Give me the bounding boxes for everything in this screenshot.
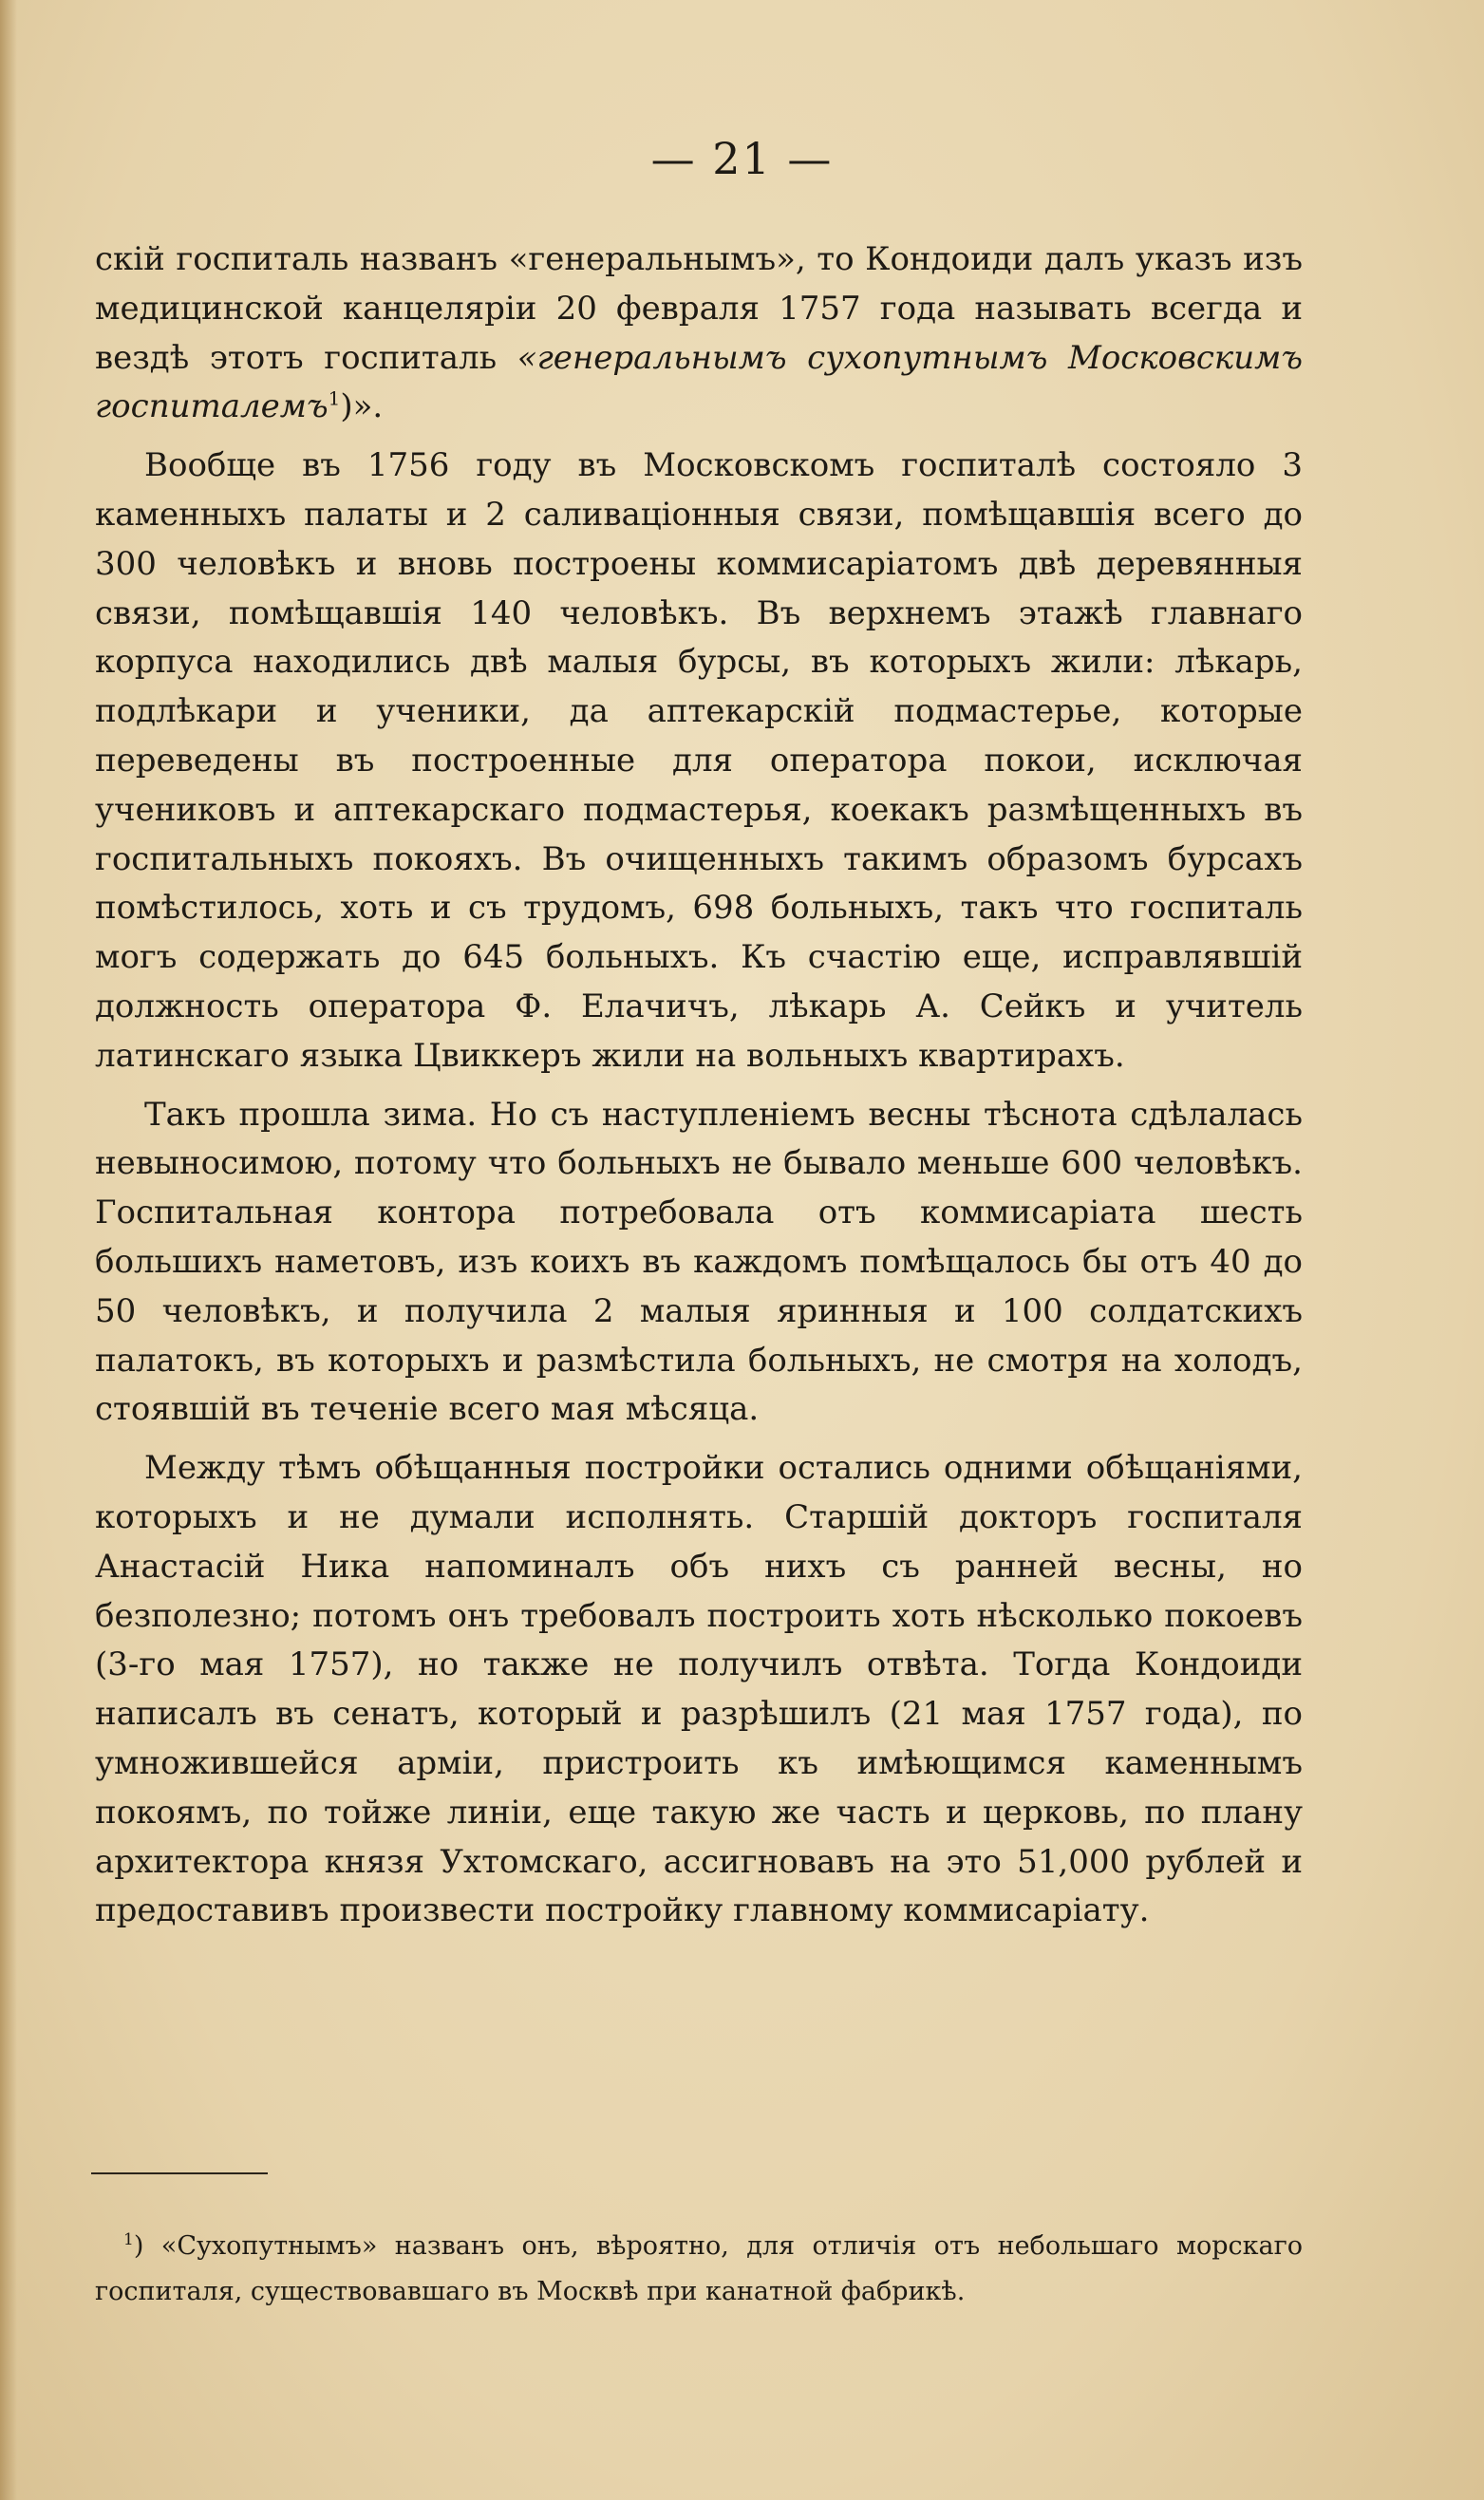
hospital-name-italic: «генеральнымъ сухопутнымъ Московскимъ госпиталемъ: [95, 338, 1303, 426]
paragraph-1-text: скій госпиталь названъ «генеральнымъ», то Кондоиди далъ указъ изъ медицинской канцеляріи 20 февраля 1757 года называть всегда и вездѣ этотъ госпиталь: [95, 240, 1303, 377]
paragraph-3: Такъ прошла зима. Но съ наступленіемъ весны тѣснота сдѣлалась невыносимою, потому что больныхъ не бывало меньше 600 человѣкъ. Госпитальная контора потребовала отъ коммисаріата шесть большихъ наметовъ, изъ коихъ въ каждомъ помѣщалось бы отъ 40 до 50 человѣкъ, и получила 2 малыя яринныя и 100 солдатскихъ палатокъ, въ которыхъ и размѣстила больныхъ, не смотря на холодъ, стоявшій въ теченіе всего мая мѣсяца.: [95, 1095, 1303, 1429]
paragraph-2: Вообще въ 1756 году въ Московскомъ госпиталѣ состояло 3 каменныхъ палаты и 2 саливаціонныя связи, помѣщавшія всего до 300 человѣкъ и вновь построены коммисаріатомъ двѣ деревянныя связи, помѣщавшія 140 человѣкъ. Въ верхнемъ этажѣ главнаго корпуса находились двѣ малыя бурсы, въ которыхъ жили: лѣкарь, подлѣкари и ученики, да аптекарскій подмастерье, которые переведены въ построенные для оператора покои, исключая учениковъ и аптекарскаго подмастерья, коекакъ размѣщенныхъ въ госпитальныхъ покояхъ. Въ очищенныхъ такимъ образомъ бурсахъ помѣстилось, хоть и съ трудомъ, 698 больныхъ, такъ что госпиталь могъ содержать до 645 больныхъ. Къ счастію еще, исправлявшій должность оператора Ф. Елачичъ, лѣкарь А. Сейкъ и учитель латинскаго языка Цвиккеръ жили на вольныхъ квартирахъ.: [95, 446, 1303, 1075]
paragraph-1-end: )».: [340, 387, 384, 426]
footnote-divider: [91, 2172, 268, 2174]
paragraph-4: Между тѣмъ обѣщанныя постройки остались одними обѣщаніями, которыхъ и не думали исполнять. Старшій докторъ госпиталя Анастасій Ника напоминалъ объ нихъ съ ранней весны, но безполезно; потомъ онъ требовалъ построить хоть нѣсколько покоевъ (3-го мая 1757), но также не получилъ отвѣта. Тогда Кондоиди написалъ въ сенатъ, который и разрѣшилъ (21 мая 1757 года), по умножившейся арміи, пристроить къ имѣющимся каменнымъ покоямъ, по тойже линіи, еще такую же часть и церковь, по плану архитектора князя Ухтомскаго, ассигновавъ на это 51,000 рублей и предоставивъ произвести постройку главному коммисаріату.: [95, 1449, 1303, 1930]
footnote-ref: 1: [328, 387, 341, 411]
footnote-text: ) «Сухопутнымъ» названъ онъ, вѣроятно, для отличія отъ небольшаго морскаго госпиталя, существовавшаго въ Москвѣ при канатной фабрикѣ.: [95, 2231, 1303, 2306]
footnote-marker: 1: [123, 2230, 134, 2249]
footnote: [95, 2224, 1303, 2315]
paragraph-1: [95, 235, 1303, 432]
page-number: — 21 —: [650, 133, 834, 184]
body-text: [95, 235, 1303, 1945]
page-edge-shadow: [0, 0, 17, 2500]
